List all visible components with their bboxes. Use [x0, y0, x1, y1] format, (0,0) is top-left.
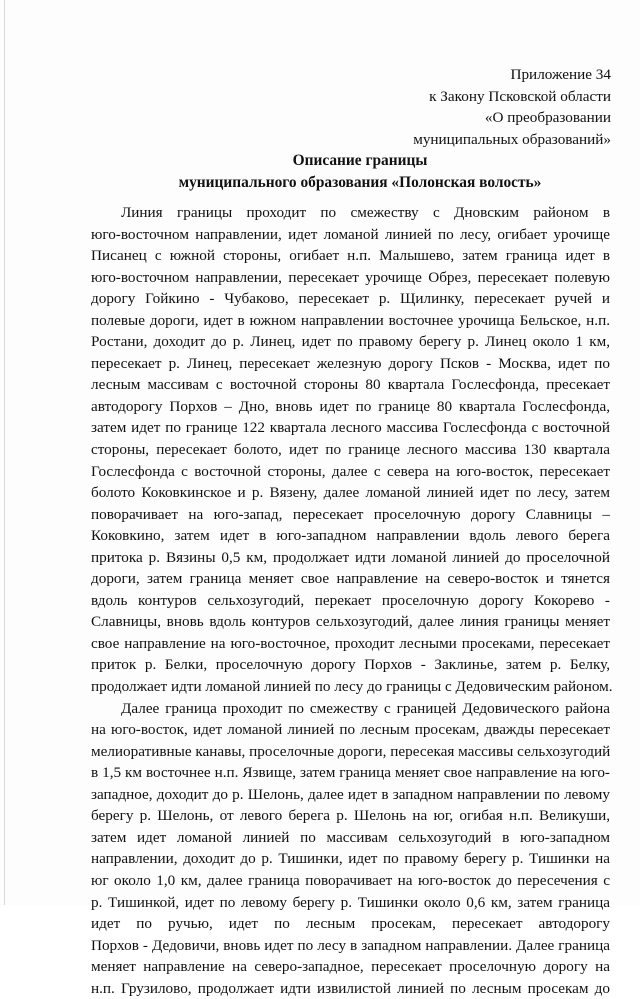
- body-line: автодорогу Порхов – Дно, вновь идет по границе 80 квартала Гослесфонда,: [91, 397, 610, 415]
- body-line: свое направление на юго-восточное, проходит лесными просеками, пересекает: [91, 634, 610, 652]
- body-line: стороны, пересекает болото, идет по границе лесного массива 130 квартала: [91, 441, 610, 459]
- appendix-reference: [311, 64, 611, 150]
- body-line: юго-восточном направлении, пересекает урочище Обрез, пересекает полевую: [91, 268, 610, 286]
- body-line: затем идет ломаной линией по массивам сельхозугодий в юго-западном: [91, 828, 610, 846]
- body-line: на юго-восток, идет ломаной линией по лесным просекам, дважды пересекает: [91, 721, 610, 739]
- body-line: приток р. Белки, проселочную дорогу Порхов - Заклинье, затем р. Белку,: [91, 656, 610, 674]
- body-line: продолжает идти ломаной линией по лесу до границы с Дедовическим районом.: [91, 678, 613, 696]
- body-line: юго-восточном направлении, идет ломаной линией по лесу, огибает урочище: [91, 225, 610, 243]
- body-line: затем идет по границе 122 квартала лесного массива Гослесфонда с восточной: [91, 419, 610, 437]
- body-line: Славницы, вновь вдоль контуров сельхозугодий, далее линия границы меняет: [91, 613, 610, 631]
- body-line: н.п. Грузилово, продолжает идти извилистой линией по лесным просекам до: [91, 979, 610, 997]
- body-line: лесным массивам с восточной стороны 80 квартала Гослесфонда, пресекает: [91, 376, 610, 394]
- body-line: полевые дороги, идет в южном направлении восточнее урочища Бельское, н.п.: [91, 311, 610, 329]
- body-line: дороги, затем граница меняет свое направление на северо-восток и тянется: [91, 570, 610, 588]
- body-line: дорогу Гойкино - Чубаково, пересекает р. Щилинку, пересекает ручей и: [91, 290, 610, 308]
- title-line: муниципального образования «Полонская волость»: [178, 173, 542, 191]
- body-line: направлении, доходит до р. Тишинки, идет по правому берегу р. Тишинки на: [91, 850, 610, 868]
- body-line: берегу р. Шелонь, от левого берега р. Шелонь на юг, огибая н.п. Великуши,: [91, 807, 610, 825]
- body-line: юг около 1,0 км, далее граница поворачивает на юго-восток до пересечения с: [91, 871, 610, 889]
- document-body: [91, 202, 613, 999]
- scan-edge-line: [4, 0, 5, 905]
- document-title: [90, 150, 630, 193]
- title-line: Описание границы: [292, 152, 428, 169]
- body-line: в 1,5 км восточнее н.п. Язвище, затем граница меняет свое направление на юго-: [91, 764, 610, 782]
- body-line: болото Коковкинское и р. Вязену, далее ломаной линией идет по лесу, затем: [91, 484, 610, 502]
- body-line: меняет направление на северо-западное, пересекает проселочную дорогу на: [91, 958, 610, 976]
- body-line: Порхов - Дедовичи, вновь идет по лесу в западном направлении. Далее граница: [91, 936, 610, 954]
- appendix-line: муниципальных образований»: [413, 130, 611, 148]
- body-line: поворачивает на юго-запад, пересекает проселочную дорогу Славницы –: [91, 505, 610, 523]
- body-line: притока р. Вязины 0,5 км, продолжает идти ломаной линией до проселочной: [91, 548, 610, 566]
- body-line: мелиоративные канавы, проселочные дороги, пересекая массивы сельхозугодий: [91, 742, 611, 760]
- body-line: Далее граница проходит по смежеству с границей Дедовического района: [121, 699, 610, 717]
- appendix-line: «О преобразовании: [484, 109, 611, 126]
- body-line: р. Тишинкой, идет по левому берегу р. Тишинки около 0,6 км, затем граница: [91, 893, 610, 911]
- body-line: вдоль контуров сельхозугодий, перекает проселочную дорогу Кокорево -: [91, 591, 610, 609]
- body-line: Писанец с южной стороны, огибает н.п. Малышево, затем граница идет в: [91, 247, 610, 265]
- appendix-line: Приложение 34: [510, 66, 611, 83]
- body-line: пересекает р. Линец, пересекает железную дорогу Псков - Москва, идет по: [91, 354, 610, 372]
- body-line: Ростани, доходит до р. Линец, идет по правому берегу р. Линец около 1 км,: [91, 333, 610, 351]
- body-line: идет по ручью, идет по лесным просекам, пересекает автодорогу: [91, 915, 610, 933]
- appendix-line: к Закону Псковской области: [429, 87, 611, 105]
- body-line: западное, доходит до р. Шелонь, далее идет в западном направлении по левому: [91, 785, 610, 803]
- body-line: Линия границы проходит по смежеству с Дновским районом в: [121, 204, 610, 221]
- body-line: Коковкино, затем идет в юго-западном направлении вдоль левого берега: [91, 527, 610, 545]
- body-line: Гослесфонда с восточной стороны, далее с севера на юго-восток, пересекает: [91, 462, 610, 480]
